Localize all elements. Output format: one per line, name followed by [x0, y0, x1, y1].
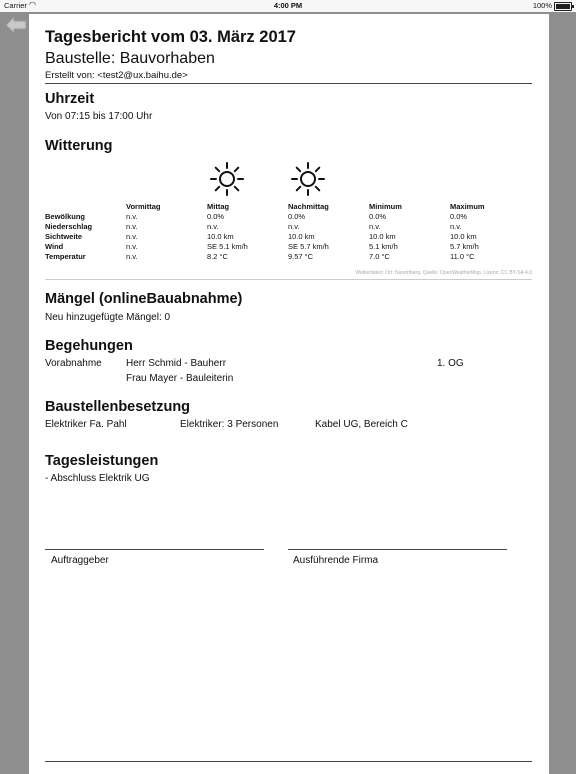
back-arrow-icon[interactable] [4, 16, 28, 34]
weather-cell: n.v. [288, 222, 300, 231]
clock: 4:00 PM [273, 1, 303, 10]
uhrzeit-text: Von 07:15 bis 17:00 Uhr [45, 111, 153, 122]
carrier-label: Carrier [4, 1, 27, 10]
weather-col-vormittag: Vormittag [126, 202, 161, 211]
sun-icon [290, 161, 326, 197]
weather-cell: n.v. [126, 212, 138, 221]
weather-cell: 10.0 km [207, 232, 234, 241]
weather-row-label: Niederschlag [45, 222, 93, 231]
footer-divider [45, 761, 532, 762]
begehung-location: 1. OG [437, 358, 464, 369]
weather-row-label: Sichtweite [45, 232, 83, 241]
report-title: Tagesbericht vom 03. März 2017 [45, 28, 296, 46]
signature-label-client: Auftraggeber [51, 555, 109, 566]
weather-col-minimum: Minimum [369, 202, 402, 211]
weather-cell: n.v. [450, 222, 462, 231]
begehung-type: Vorabnahme [45, 358, 102, 369]
besetzung-company: Elektriker Fa. Pahl [45, 419, 127, 430]
weather-cell: 5.7 km/h [450, 242, 479, 251]
weather-cell: n.v. [369, 222, 381, 231]
report-page [29, 14, 549, 774]
weather-cell: 0.0% [207, 212, 225, 221]
weather-attribution: Wetterdaten: Ort: Nuremberg. Quelle: OpenWeatherMap. Lizenz: CC BY-SA 4.0 [355, 270, 532, 276]
weather-cell: 5.1 km/h [369, 242, 398, 251]
weather-cell: 10.0 km [369, 232, 396, 241]
leistungen-text: - Abschluss Elektrik UG [45, 473, 150, 484]
weather-cell: 7.0 °C [369, 252, 390, 261]
weather-cell: n.v. [126, 222, 138, 231]
besetzung-area: Kabel UG, Bereich C [315, 419, 408, 430]
signature-line-contractor [288, 549, 507, 550]
weather-col-nachmittag: Nachmittag [288, 202, 329, 211]
weather-cell: 0.0% [450, 212, 468, 221]
battery-icon [554, 2, 572, 11]
section-leistungen-heading: Tagesleistungen [45, 453, 159, 469]
weather-cell: 11.0 °C [450, 252, 475, 261]
site-name: Baustelle: Bauvorhaben [45, 50, 215, 67]
weather-row-label: Bewölkung [45, 212, 86, 221]
weather-row-label: Temperatur [45, 252, 86, 261]
weather-divider [45, 279, 532, 280]
weather-cell: n.v. [126, 232, 138, 241]
created-by: Erstellt von: <test2@ux.baihu.de> [45, 70, 188, 81]
begehung-person: Herr Schmid - Bauherr [126, 358, 227, 369]
wifi-icon: ◠ [29, 0, 36, 9]
section-begehungen-heading: Begehungen [45, 338, 133, 354]
weather-cell: n.v. [126, 242, 138, 251]
weather-cell: 0.0% [288, 212, 306, 221]
weather-col-maximum: Maximum [450, 202, 485, 211]
weather-col-mittag: Mittag [207, 202, 230, 211]
section-besetzung-heading: Baustellenbesetzung [45, 399, 191, 415]
status-bar [0, 0, 576, 12]
weather-cell: 8.2 °C [207, 252, 228, 261]
weather-cell: n.v. [126, 252, 138, 261]
weather-cell: 9.57 °C [288, 252, 314, 261]
besetzung-workers: Elektriker: 3 Personen [180, 419, 279, 430]
weather-cell: SE 5.7 km/h [288, 242, 329, 251]
weather-cell: 10.0 km [288, 232, 315, 241]
section-witterung-heading: Witterung [45, 138, 113, 154]
weather-cell: 0.0% [369, 212, 387, 221]
sun-icon [209, 161, 245, 197]
weather-row-label: Wind [45, 242, 64, 251]
battery-percent: 100% [532, 1, 552, 10]
signature-line-client [45, 549, 264, 550]
maengel-text: Neu hinzugefügte Mängel: 0 [45, 312, 171, 323]
section-uhrzeit-heading: Uhrzeit [45, 91, 95, 107]
weather-cell: 10.0 km [450, 232, 477, 241]
begehung-person: Frau Mayer - Bauleiterin [126, 373, 234, 384]
section-maengel-heading: Mängel (onlineBauabnahme) [45, 291, 243, 307]
title-divider [45, 83, 532, 84]
signature-label-contractor: Ausführende Firma [293, 555, 379, 566]
weather-cell: n.v. [207, 222, 219, 231]
weather-cell: SE 5.1 km/h [207, 242, 248, 251]
